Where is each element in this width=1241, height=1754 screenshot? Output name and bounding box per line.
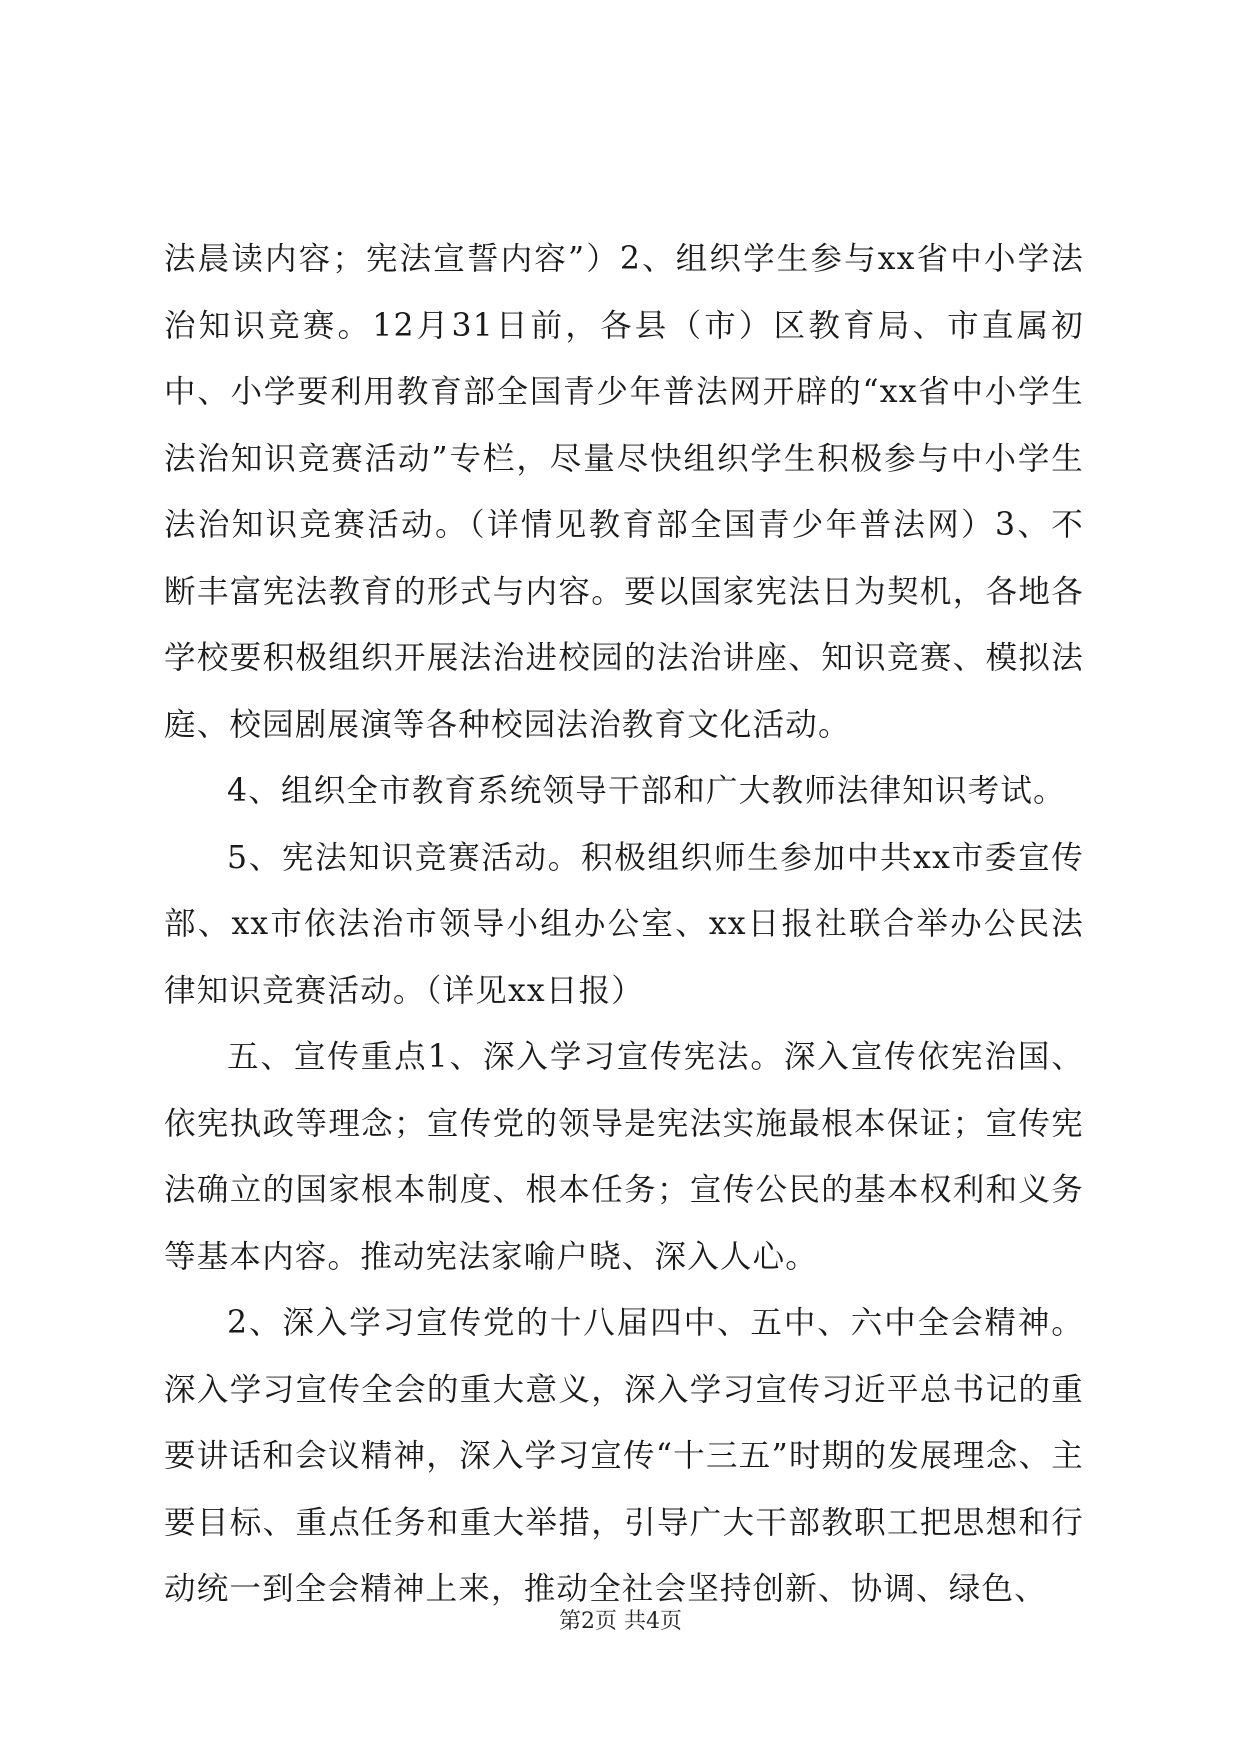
- paragraph-1: 法晨读内容；宪法宣誓内容”）2、组织学生参与xx省中小学法治知识竞赛。12月31日前，各县（市）区教育局、市直属初中、小学要利用教育部全国青少年普法网开辟的“xx省中小学生法治知识竞赛活动”专栏，尽量尽快组织学生积极参与中小学生法治知识竞赛活动。（详情见教育部全国青少年普法网）3、不断丰富宪法教育的形式与内容。要以国家宪法日为契机，各地各学校要积极组织开展法治进校园的法治讲座、知识竞赛、模拟法庭、校园剧展演等各种校园法治教育文化活动。: [164, 241, 1084, 743]
- paragraph-4: 五、宣传重点1、深入学习宣传宪法。深入宣传依宪治国、依宪执政等理念；宣传党的领导是宪法实施最根本保证；宣传宪法确立的国家根本制度、根本任务；宣传公民的基本权利和义务等基本内容。推动宪法家喻户晓、深入人心。: [164, 1039, 1084, 1275]
- page-footer: 第2页 共4页: [559, 1609, 682, 1634]
- paragraph-3: 5、宪法知识竞赛活动。积极组织师生参加中共xx市委宣传部、xx市依法治市领导小组办公室、xx日报社联合举办公民法律知识竞赛活动。（详见xx日报）: [164, 839, 1084, 1009]
- document-body: [164, 226, 1084, 1623]
- paragraph-5: 2、深入学习宣传党的十八届四中、五中、六中全会精神。深入学习宣传全会的重大意义，深入学习宣传习近平总书记的重要讲话和会议精神，深入学习宣传“十三五”时期的发展理念、主要目标、重点任务和重大举措，引导广大干部教职工把思想和行动统一到全会精神上来，推动全社会坚持创新、协调、绿色、: [164, 1305, 1084, 1607]
- paragraph-2: 4、组织全市教育系统领导干部和广大教师法律知识考试。: [227, 773, 1066, 809]
